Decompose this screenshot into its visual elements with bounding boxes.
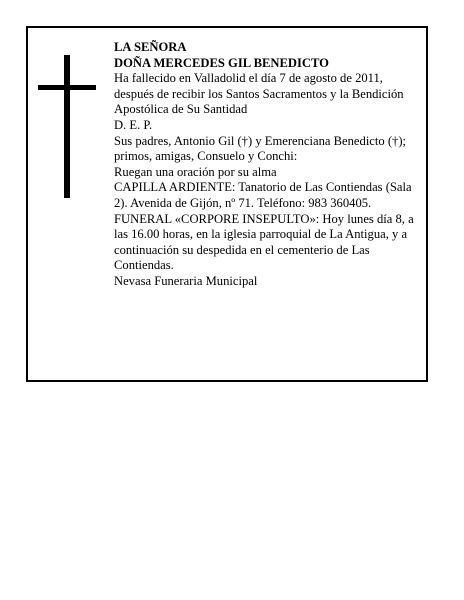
obituary-notice <box>26 26 428 382</box>
prayer-request: Ruegan una oración por su alma <box>114 164 277 179</box>
dep-initials: D. E. P. <box>114 117 153 132</box>
deceased-name: DOÑA MERCEDES GIL BENEDICTO <box>114 55 329 70</box>
notice-title-line-1: LA SEÑORA <box>114 40 187 54</box>
cross-vertical-bar <box>64 55 70 198</box>
funeral-home: Nevasa Funeraria Municipal <box>114 273 258 288</box>
chapel-info: CAPILLA ARDIENTE: Tanatorio de Las Contiendas (Sala 2). Avenida de Gijón, nº 71. Teléfono: 983 360405. <box>114 180 412 210</box>
cross-horizontal-bar <box>38 85 96 90</box>
funeral-info: FUNERAL «CORPORE INSEPULTO»: Hoy lunes día 8, a las 16.00 horas, en la iglesia parroquial de La Antigua, y a continuación su despedida en el cementerio de Las Contiendas. <box>114 211 414 273</box>
death-announcement: Ha fallecido en Valladolid el día 7 de agosto de 2011, después de recibir los Santos Sacramentos y la Bendición Apostólica de Su Santidad <box>114 71 404 117</box>
obituary-text <box>114 40 424 290</box>
family-members: Sus padres, Antonio Gil (†) y Emerenciana Benedicto (†); primos, amigas, Consuelo y Conchi: <box>114 133 407 164</box>
